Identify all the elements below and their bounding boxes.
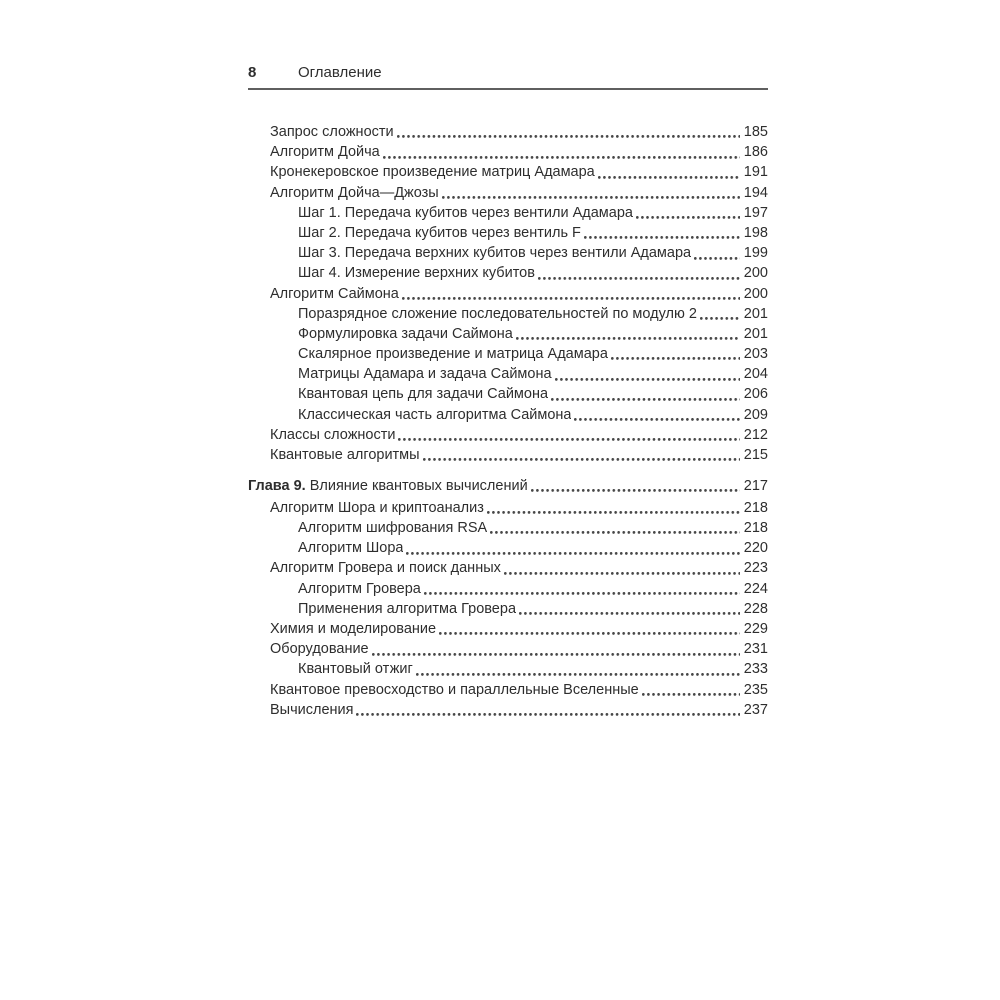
dotted-leader xyxy=(439,619,740,639)
toc-entry-title: Поразрядное сложение последовательностей по модулю 2 xyxy=(298,305,697,322)
toc-page-number: 212 xyxy=(743,426,768,443)
toc-entry xyxy=(248,476,768,496)
toc-entry xyxy=(248,425,768,445)
toc-entry-title: Шаг 4. Измерение верхних кубитов xyxy=(298,265,535,282)
dotted-leader xyxy=(551,384,740,404)
toc-entry-title: Формулировка задачи Саймона xyxy=(298,325,513,342)
toc-entry-title: Вычисления xyxy=(270,701,354,718)
toc-entry-title: Применения алгоритма Гровера xyxy=(298,600,517,617)
toc-page-number: 185 xyxy=(743,124,768,140)
toc-entry xyxy=(248,538,768,558)
dotted-leader xyxy=(504,558,740,578)
toc-entry xyxy=(248,284,768,304)
toc-page-number: 206 xyxy=(743,386,768,403)
toc-page-number: 203 xyxy=(743,346,768,363)
dotted-leader xyxy=(397,122,740,142)
toc-entry xyxy=(248,162,768,182)
toc-entry-title: Классическая часть алгоритма Саймона xyxy=(298,406,572,423)
dotted-leader xyxy=(555,364,740,384)
toc-entry-title: Алгоритм Гровера xyxy=(298,580,421,597)
dotted-leader xyxy=(372,639,740,659)
dotted-leader xyxy=(383,142,740,162)
toc-page-number: 233 xyxy=(743,661,768,678)
toc-entry-title: Алгоритм Саймона xyxy=(270,285,399,302)
page-content xyxy=(248,63,768,720)
toc-entry-title: Шаг 2. Передача кубитов через вентиль F xyxy=(298,224,581,241)
toc-page-number: 218 xyxy=(743,499,768,516)
toc-entry xyxy=(248,364,768,384)
dotted-leader xyxy=(642,680,740,700)
toc-page-number: 237 xyxy=(743,701,768,718)
toc-entry xyxy=(248,445,768,465)
toc-entry-title: Алгоритм Гровера и поиск данных xyxy=(270,560,501,577)
dotted-leader xyxy=(519,599,740,619)
toc-page-number: 204 xyxy=(743,366,768,383)
dotted-leader xyxy=(584,223,740,243)
toc-entry xyxy=(248,384,768,404)
running-head-title: Оглавление xyxy=(298,64,382,81)
toc-page-number: 235 xyxy=(743,681,768,698)
chapter-label: Глава 9. xyxy=(248,477,306,494)
toc-page-number: 194 xyxy=(743,184,768,201)
toc-entry xyxy=(248,700,768,720)
toc-entry xyxy=(248,639,768,659)
toc-page-number: 200 xyxy=(743,265,768,282)
toc-entry-title: Квантовая цепь для задачи Саймона xyxy=(298,386,549,403)
dotted-leader xyxy=(423,445,740,465)
toc-entry xyxy=(248,304,768,324)
dotted-leader xyxy=(487,498,740,518)
toc-entry-title: Влияние квантовых вычислений xyxy=(309,477,528,494)
toc-page-number: 201 xyxy=(743,325,768,342)
toc-page-number: 200 xyxy=(743,285,768,302)
toc-page-number: 198 xyxy=(743,224,768,241)
toc-entry xyxy=(248,518,768,538)
toc-entry xyxy=(248,183,768,203)
toc-entry-title: Алгоритм Дойча—Джозы xyxy=(270,184,439,201)
toc-page-number: 201 xyxy=(743,305,768,322)
toc-entry xyxy=(248,203,768,223)
toc-page-number: 199 xyxy=(743,245,768,262)
toc-entry-title: Шаг 1. Передача кубитов через вентили Адамара xyxy=(298,204,633,221)
dotted-leader xyxy=(490,518,740,538)
table-of-contents xyxy=(248,90,768,720)
toc-entry-title: Квантовый отжиг xyxy=(298,661,413,678)
toc-entry xyxy=(248,579,768,599)
toc-entry-title: Химия и моделирование xyxy=(270,621,437,637)
dotted-leader xyxy=(574,405,739,425)
toc-entry-title: Скалярное произведение и матрица Адамара xyxy=(298,346,608,363)
toc-page-number: 217 xyxy=(743,477,768,494)
toc-entry-title: Запрос сложности xyxy=(270,124,394,140)
toc-entry-title: Алгоритм Шора и криптоанализ xyxy=(270,499,484,516)
toc-page-number: 224 xyxy=(743,580,768,597)
dotted-leader xyxy=(398,425,739,445)
toc-entry xyxy=(248,680,768,700)
toc-page-number: 220 xyxy=(743,540,768,557)
dotted-leader xyxy=(416,659,740,679)
toc-page-number: 197 xyxy=(743,204,768,221)
toc-page-number: 186 xyxy=(743,144,768,161)
toc-entry-title: Алгоритм Дойча xyxy=(270,144,380,161)
dotted-leader xyxy=(402,284,740,304)
toc-entry xyxy=(248,122,768,142)
toc-entry-title: Шаг 3. Передача верхних кубитов через вентили Адамара xyxy=(298,245,692,262)
dotted-leader xyxy=(424,579,740,599)
running-head xyxy=(248,63,768,90)
toc-entry xyxy=(248,619,768,639)
toc-entry-title: Квантовое превосходство и параллельные Вселенные xyxy=(270,681,639,698)
toc-entry xyxy=(248,324,768,344)
toc-entry-title: Алгоритм шифрования RSA xyxy=(298,520,488,537)
toc-page-number: 223 xyxy=(743,560,768,577)
dotted-leader xyxy=(694,243,740,263)
dotted-leader xyxy=(611,344,740,364)
toc-page-number: 191 xyxy=(743,164,768,181)
toc-entry xyxy=(248,344,768,364)
dotted-leader xyxy=(531,476,740,496)
page-number: 8 xyxy=(248,64,257,81)
toc-entry-title: Квантовые алгоритмы xyxy=(270,447,420,463)
toc-entry xyxy=(248,659,768,679)
dotted-leader xyxy=(356,700,739,720)
toc-entry xyxy=(248,599,768,619)
toc-entry-title: Классы сложности xyxy=(270,426,396,443)
toc-page-number: 231 xyxy=(743,641,768,658)
toc-page-number: 215 xyxy=(743,447,768,463)
dotted-leader xyxy=(516,324,740,344)
toc-entry xyxy=(248,263,768,283)
toc-entry xyxy=(248,243,768,263)
dotted-leader xyxy=(406,538,739,558)
dotted-leader xyxy=(442,183,740,203)
dotted-leader xyxy=(636,203,740,223)
toc-entry xyxy=(248,498,768,518)
toc-page-number: 228 xyxy=(743,600,768,617)
toc-page-number: 229 xyxy=(743,621,768,637)
toc-entry-title: Алгоритм Шора xyxy=(298,540,404,557)
toc-entry xyxy=(248,142,768,162)
toc-page-number: 209 xyxy=(743,406,768,423)
dotted-leader xyxy=(538,263,740,283)
toc-entry-title: Кронекеровское произведение матриц Адамара xyxy=(270,164,595,181)
toc-entry-title: Оборудование xyxy=(270,641,369,658)
dotted-leader xyxy=(700,304,740,324)
toc-entry xyxy=(248,558,768,578)
toc-entry-title: Матрицы Адамара и задача Саймона xyxy=(298,366,552,383)
toc-page-number: 218 xyxy=(743,520,768,537)
toc-entry xyxy=(248,223,768,243)
dotted-leader xyxy=(598,162,740,182)
toc-entry xyxy=(248,405,768,425)
